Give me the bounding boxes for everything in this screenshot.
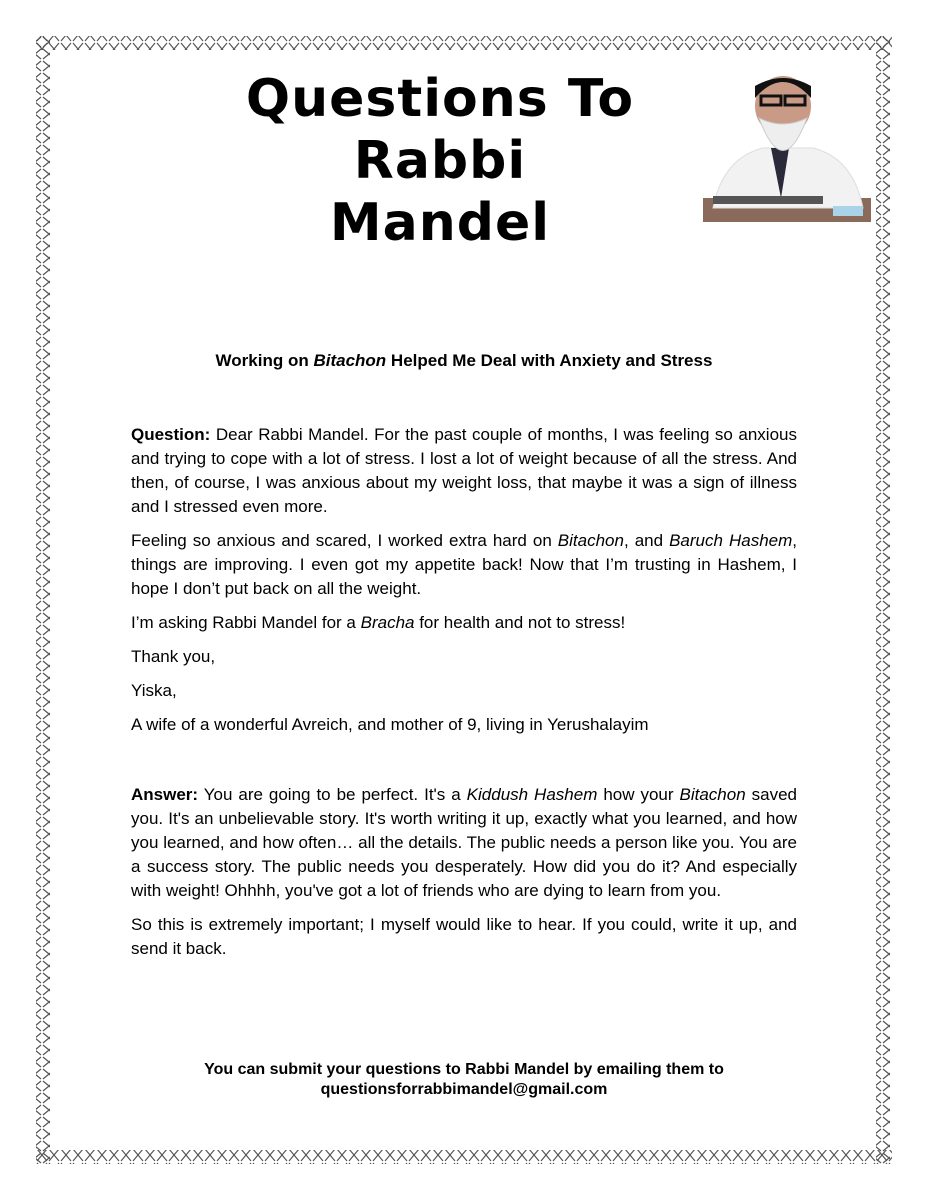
heading-text: Helped Me Deal with Anxiety and Stress <box>386 351 713 370</box>
answer-label: Answer: <box>131 785 199 804</box>
question-thanks: Thank you, <box>131 647 216 666</box>
footer-email-link[interactable]: questionsforrabbimandel@gmail.com <box>320 1081 608 1098</box>
title-line: Questions To <box>245 69 635 129</box>
question-paragraph <box>131 611 797 635</box>
question-emphasis: Baruch Hashem <box>669 531 793 550</box>
answer-emphasis: Bitachon <box>679 785 746 804</box>
footer-text: You can submit your questions to Rabbi Mandel by emailing them to <box>204 1061 724 1078</box>
question-text: I’m asking Rabbi Mandel for a <box>131 613 361 632</box>
answer-paragraph: So this is extremely important; I myself would like to hear. If you could, write it up, and send it back. <box>131 915 797 958</box>
question-text: , and <box>623 531 670 550</box>
rabbi-photo-icon <box>703 68 871 226</box>
question-text: for health and not to stress! <box>414 613 626 632</box>
question-emphasis: Bracha <box>360 613 415 632</box>
heading-emphasis: Bitachon <box>313 351 387 370</box>
title-line: Mandel <box>329 193 551 253</box>
footer-note <box>131 1060 797 1100</box>
answer-paragraph <box>131 783 797 903</box>
question-text: Feeling so anxious and scared, I worked extra hard on <box>131 531 558 550</box>
answer-text: how your <box>597 785 680 804</box>
page-title <box>200 68 680 254</box>
article-heading <box>131 351 797 371</box>
question-paragraph <box>131 423 797 519</box>
question-text: , things are improving. I even got my appetite back! Now that I’m trusting in Hashem, I hope I don’t put back on all the weight. <box>131 531 798 598</box>
question-text: Dear Rabbi Mandel. For the past couple of months, I was feeling so anxious and trying to cope with a lot of stress. I lost a lot of weight because of all the stress. And then, of course, I was anxious about my weight loss, that maybe it was a sign of illness and I stressed even more. <box>131 425 797 516</box>
answer-text: saved you. It's an unbelievable story. It's worth writing it up, exactly what you learned, and how you learned, and how often… all the details. The public needs a person like you. You are a success story. The public needs you desperately. How did you do it? And especially with weight! Ohhhh, you've got a lot of friends who are dying to learn from you. <box>131 785 798 900</box>
question-name: Yiska, <box>131 681 177 700</box>
question-signature: A wife of a wonderful Avreich, and mother of 9, living in Yerushalayim <box>131 715 649 734</box>
question-paragraph <box>131 529 797 601</box>
title-line: Rabbi <box>353 131 527 191</box>
question-label: Question: <box>131 425 211 444</box>
article-body <box>131 423 797 971</box>
heading-text: Working on <box>215 351 314 370</box>
answer-text: You are going to be perfect. It's a <box>198 785 467 804</box>
answer-emphasis: Kiddush Hashem <box>466 785 598 804</box>
question-emphasis: Bitachon <box>557 531 624 550</box>
